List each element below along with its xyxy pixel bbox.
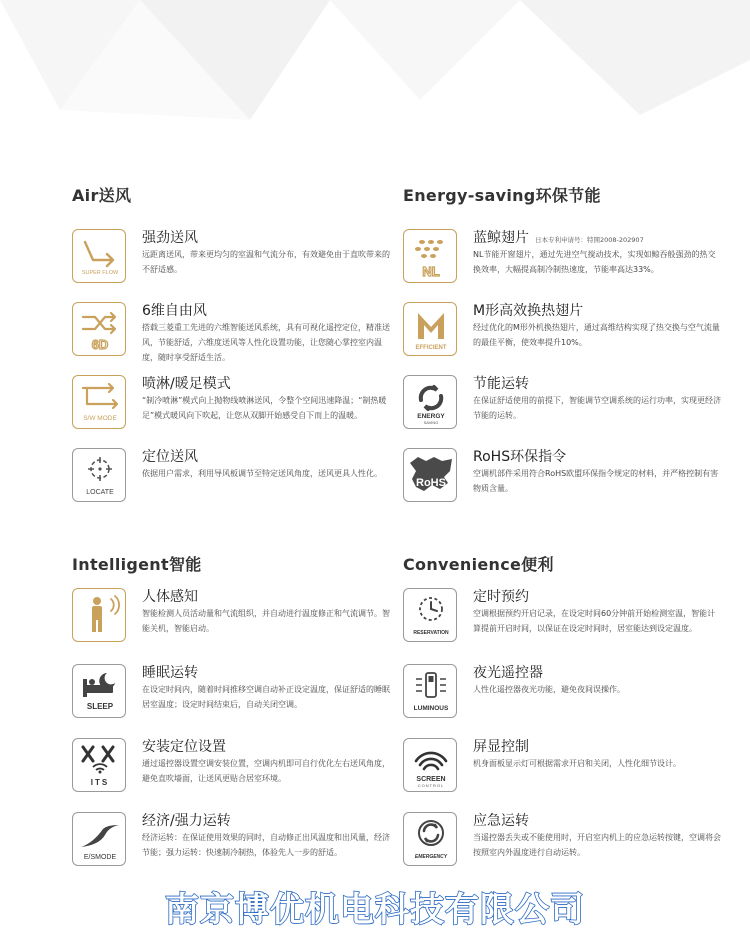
feature-title: 睡眠运转 xyxy=(142,665,198,681)
feature-title: 人体感知 xyxy=(142,589,198,605)
human-sensor-icon xyxy=(72,588,126,642)
feature-item xyxy=(72,375,402,437)
screen-control-icon xyxy=(403,738,457,792)
feature-item xyxy=(403,375,733,437)
feature-description: 在设定时间内，随着时间推移空调自动补正设定温度，保证舒适的睡眠居室温度；设定时间结束后，自动关闭空调。 xyxy=(142,685,390,709)
feature-description: 空调机部件采用符合RoHS欧盟环保指令规定的材料，并严格控制有害物质含量。 xyxy=(473,469,719,493)
feature-description: NL节能开窗翅片，通过先进空气搅动技术，实现如鲸吞般强劲的热交换效率，大幅提高制冷制热速度，节能率高达33%。 xyxy=(473,250,716,274)
feature-item xyxy=(403,738,733,800)
feature-item xyxy=(403,302,733,364)
svg-text:RoHS: RoHS xyxy=(416,477,446,489)
svg-text:EMERGENCY: EMERGENCY xyxy=(414,854,448,860)
feature-item xyxy=(72,812,402,874)
feature-title: 定位送风 xyxy=(142,449,198,465)
luminous-icon xyxy=(403,664,457,718)
feature-item xyxy=(72,738,402,800)
reservation-icon xyxy=(403,588,457,642)
feature-description: 依据用户需求，利用导风板调节至特定送风角度，送风更具人性化。 xyxy=(142,469,382,478)
6d-icon xyxy=(72,302,126,356)
svg-text:SUPER FLOW: SUPER FLOW xyxy=(81,270,119,276)
feature-item xyxy=(403,664,733,726)
feature-item xyxy=(403,448,733,510)
intelligent-section xyxy=(72,552,402,861)
feature-title xyxy=(473,227,644,247)
feature-description: 当遥控器丢失或不能使用时，开启室内机上的应急运转按键，空调将会按照室内外温度进行自动运转。 xyxy=(473,833,721,857)
rohs-icon xyxy=(403,448,457,502)
feature-item xyxy=(72,664,402,726)
company-name: 南京博优机电科技有限公司 xyxy=(165,890,585,930)
svg-text:ENERGY: ENERGY xyxy=(417,413,445,420)
feature-description: 经济运转：在保证使用效果的同时，自动修正出风温度和出风量，经济节能；强力运转：快速制冷制热，体验先人一步的舒适。 xyxy=(142,833,390,857)
svg-text:EFFICIENT: EFFICIENT xyxy=(415,345,447,351)
svg-text:S/W MODE: S/W MODE xyxy=(83,415,117,422)
svg-text:NL: NL xyxy=(422,264,440,279)
background-decoration xyxy=(0,0,750,130)
locate-icon xyxy=(72,448,126,502)
feature-description: 远距离送风，带来更均匀的室温和气流分布，有效避免由于直吹带来的不舒适感。 xyxy=(142,250,390,274)
m-efficient-icon xyxy=(403,302,457,356)
feature-description: 在保证舒适使用的前提下，智能调节空调系统的运行功率，实现更经济节能的运转。 xyxy=(473,396,721,420)
svg-text:CONTROL: CONTROL xyxy=(417,783,445,788)
section-title: Intelligent智能 xyxy=(72,555,202,574)
feature-description: 机身面板显示灯可根据需求开启和关闭，人性化细节设计。 xyxy=(473,759,681,768)
feature-description: 通过遥控器设置空调安装位置，空调内机即可自行优化左右送风角度，避免直吹墙面，让送风更贴合居室环境。 xyxy=(142,759,390,783)
its-icon xyxy=(72,738,126,792)
feature-item xyxy=(403,229,733,291)
feature-title: 定时预约 xyxy=(473,589,529,605)
air-section xyxy=(72,183,402,496)
svg-text:E/SMODE: E/SMODE xyxy=(83,854,117,861)
nl-icon xyxy=(403,229,457,283)
svg-text:RESERVATION: RESERVATION xyxy=(413,630,449,636)
feature-title: 喷淋/暖足模式 xyxy=(142,376,231,392)
feature-title: M形高效换热翅片 xyxy=(473,303,584,319)
feature-description: “制冷喷淋”模式向上抛物线喷淋送风，令整个空间迅速降温；“制热暖足”模式暖风向下吹起，让您从双脚开始感受自下而上的温暖。 xyxy=(142,396,387,420)
sleep-icon xyxy=(72,664,126,718)
feature-title: 夜光遥控器 xyxy=(473,665,543,681)
feature-description: 智能检测人员活动量和气流组织，并自动进行温度修正和气流调节。智能关机，智能启动。 xyxy=(142,609,390,633)
feature-title: 6维自由风 xyxy=(142,303,207,319)
svg-text:LOCATE: LOCATE xyxy=(86,489,114,496)
svg-text:SAVING: SAVING xyxy=(423,420,439,425)
feature-item xyxy=(403,812,733,874)
feature-title: 屏显控制 xyxy=(473,739,529,755)
section-title: Convenience便利 xyxy=(403,555,554,574)
feature-item xyxy=(72,302,402,364)
feature-description: 搭载三菱重工先进的六维智能送风系统，具有可视化遥控定位，精准送风，节能舒适，六维度送风等人性化设置功能，让您随心掌控室内温度，随时享受舒适生活。 xyxy=(142,323,390,362)
energy-saving-icon xyxy=(403,375,457,429)
feature-title: 应急运转 xyxy=(473,813,529,829)
svg-text:LUMINOUS: LUMINOUS xyxy=(413,705,449,712)
patent-number: 日本专利申请号：特開2008-202907 xyxy=(535,236,644,244)
energy-saving-section xyxy=(403,183,733,493)
es-mode-icon xyxy=(72,812,126,866)
emergency-icon xyxy=(403,812,457,866)
super-flow-icon xyxy=(72,229,126,283)
feature-title: RoHS环保指令 xyxy=(473,449,567,465)
feature-title: 节能运转 xyxy=(473,376,529,392)
feature-item xyxy=(72,588,402,650)
convenience-section xyxy=(403,552,733,860)
feature-description: 空调根据预约开启记录，在设定时间60分钟前开始检测室温，智能计算提前开启时间，以保证在设定时间时，居室能达到设定温度。 xyxy=(473,609,716,633)
section-title: Air送风 xyxy=(72,186,132,205)
feature-title: 经济/强力运转 xyxy=(142,813,231,829)
svg-text:6D: 6D xyxy=(91,337,109,352)
section-title: Energy-saving环保节能 xyxy=(403,186,601,205)
svg-text:SLEEP: SLEEP xyxy=(86,702,114,711)
feature-description: 经过优化的M形外机换热翅片，通过高维结构实现了热交换与空气流量的最佳平衡，使效率提升10%。 xyxy=(473,323,720,347)
svg-text:SCREEN: SCREEN xyxy=(416,776,446,783)
feature-title-text: 蓝鲸翅片 xyxy=(473,230,529,246)
feature-title: 强劲送风 xyxy=(142,230,198,246)
feature-description: 人性化遥控器夜光功能，避免夜间误操作。 xyxy=(473,685,625,694)
svg-text:ITS: ITS xyxy=(90,778,110,787)
feature-title: 安装定位设置 xyxy=(142,739,226,755)
feature-item xyxy=(403,588,733,650)
feature-item xyxy=(72,448,402,510)
sw-mode-icon xyxy=(72,375,126,429)
feature-item xyxy=(72,229,402,291)
